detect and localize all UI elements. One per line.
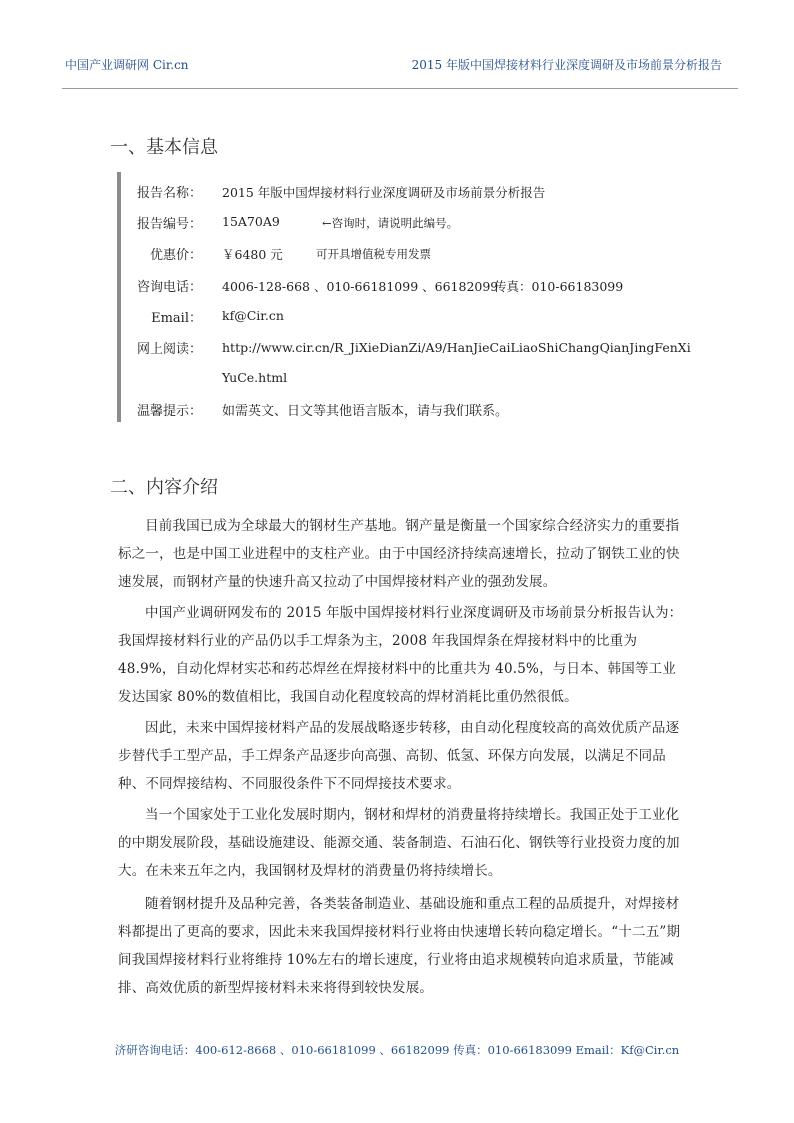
info-block-bar <box>117 172 121 422</box>
url-label: 网上阅读： <box>136 342 202 357</box>
section-title-content-intro: 二、内容介绍 <box>110 477 218 498</box>
email-label: Email： <box>151 311 202 326</box>
paragraph-text: 因此，未来中国焊接材料产品的发展战略逐步转移，由自动化程度较高的高效优质产品逐步替代手工型产品，手工焊条产品逐步向高强、高韧、低氢、环保方向发展，以满足不同品种、不同焊接结构、不同服役条件下不同焊接技术要求。 <box>118 720 680 792</box>
tip-label: 温馨提示： <box>136 404 202 419</box>
phone-label: 咨询电话： <box>136 280 202 295</box>
report-name-label: 报告名称： <box>136 186 202 201</box>
header-site-name: 中国产业调研网 Cir.cn <box>65 58 189 72</box>
paragraph <box>118 599 688 711</box>
paragraph-text: 中国产业调研网发布的 2015 年版中国焊接材料行业深度调研及市场前景分析报告认为：我国焊接材料行业的产品仍以手工焊条为主，2008 年我国焊条在焊接材料中的比重为 48.9%，自动化焊材实芯和药芯焊丝在焊接材料中的比重共为 40.5%，与日本、韩国等工业发达国家 80%的数值相比，我国自动化程度较高的焊材消耗比重仍然很低。 <box>118 605 683 705</box>
footer-contact: 济研咨询电话：400-612-8668 、010-66181099 、66182099 传真：010-66183099 Email：Kf@Cir.cn <box>114 1043 680 1057</box>
header-report-title: 2015 年版中国焊接材料行业深度调研及市场前景分析报告 <box>411 58 722 72</box>
paragraph <box>118 890 688 1002</box>
email-link[interactable]: kf@Cir.cn <box>222 308 284 323</box>
phone-value: 4006-128-668 、010-66181099 、66182099 <box>222 279 499 294</box>
url-link-line2[interactable]: YuCe.html <box>222 370 288 385</box>
paragraph <box>118 801 688 885</box>
price-value: ￥6480 元 <box>222 247 283 262</box>
tip-value: 如需英文、日文等其他语言版本，请与我们联系。 <box>222 404 509 419</box>
paragraph <box>118 714 688 798</box>
report-name-value: 2015 年版中国焊接材料行业深度调研及市场前景分析报告 <box>222 185 546 200</box>
paragraph-text: 随着钢材提升及品种完善，各类装备制造业、基础设施和重点工程的品质提升，对焊接材料都提出了更高的要求，因此未来我国焊接材料行业将由快速增长转向稳定增长。“十二五”期间我国焊接材料行业将维持 10%左右的增长速度，行业将由追求规模转向追求质量，节能减排、高效优质的新型焊接材料未来将得到较快发展。 <box>118 896 681 996</box>
paragraph <box>118 512 688 596</box>
section-title-basic-info: 一、基本信息 <box>110 137 218 158</box>
paragraph-text: 目前我国已成为全球最大的钢材生产基地。钢产量是衡量一个国家综合经济实力的重要指标之一，也是中国工业进程中的支柱产业。由于中国经济持续高速增长，拉动了钢铁工业的快速发展，而钢材产量的快速升高又拉动了中国焊接材料产业的强劲发展。 <box>118 518 680 590</box>
report-no-label: 报告编号： <box>136 217 202 232</box>
price-note: 可开具增值税专用发票 <box>316 247 431 261</box>
fax-value: 传真：010-66183099 <box>494 279 624 294</box>
report-no-note: ←咨询时，请说明此编号。 <box>322 216 459 230</box>
paragraph-text: 当一个国家处于工业化发展时期内，钢材和焊材的消费量将持续增长。我国正处于工业化的中期发展阶段，基础设施建设、能源交通、装备制造、石油石化、钢铁等行业投资力度的加大。在未来五年之内，我国钢材及焊材的消费量仍将持续增长。 <box>118 807 680 879</box>
report-no-value: 15A70A9 <box>222 214 280 229</box>
price-label: 优惠价： <box>149 248 202 263</box>
header-divider <box>62 88 738 89</box>
url-link-line1[interactable]: http://www.cir.cn/R_JiXieDianZi/A9/HanJieCaiLiaoShiChangQianJingFenXi <box>222 340 691 355</box>
